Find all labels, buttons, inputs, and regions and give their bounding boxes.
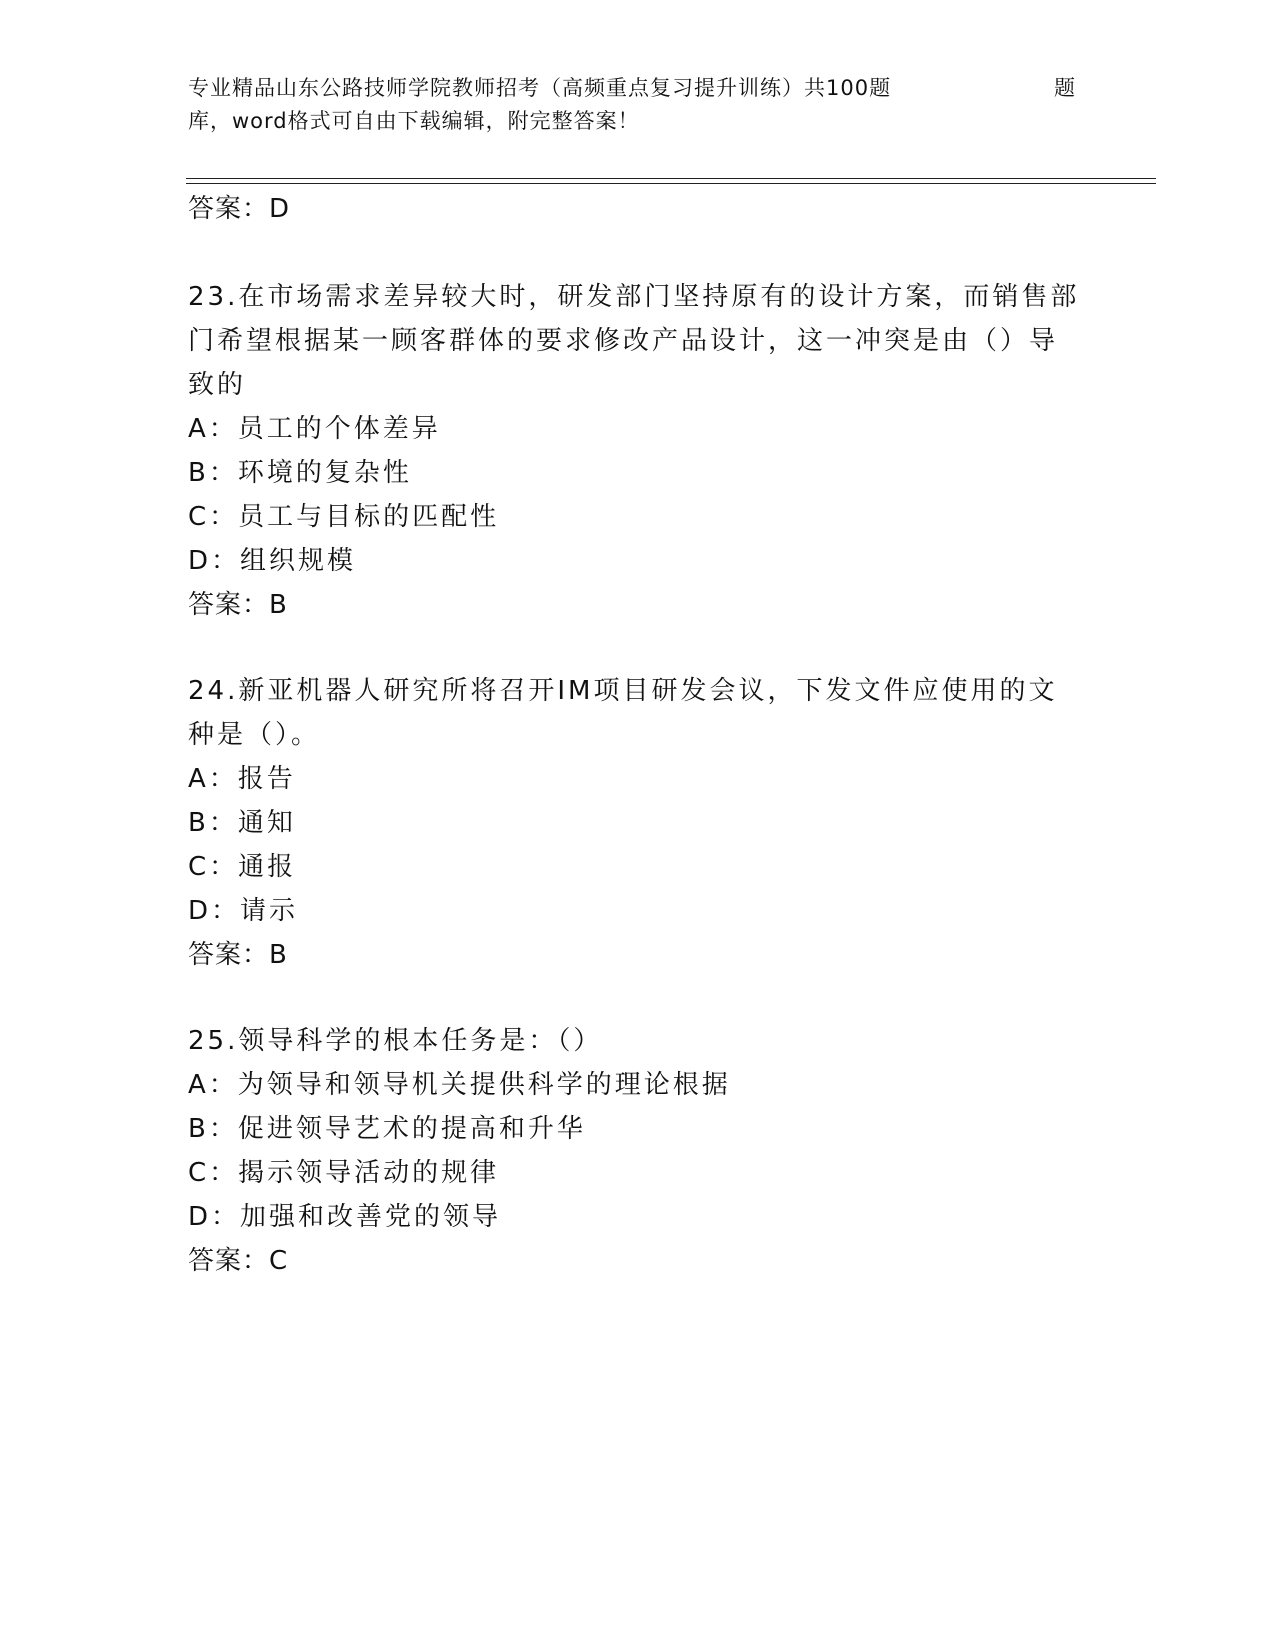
question-25-option-a: A：为领导和领导机关提供科学的理论根据 [188, 1070, 731, 1100]
question-23-option-d: D：组织规模 [188, 546, 357, 576]
question-25-answer: 答案：C [188, 1246, 289, 1276]
header-divider [186, 178, 1156, 179]
question-24-stem-line-2: 种是（）。 [188, 720, 321, 750]
question-24-option-c: C：通报 [188, 852, 297, 882]
question-23-stem-line-1: 23.在市场需求差异较大时，研发部门坚持原有的设计方案，而销售部 [188, 282, 1080, 312]
document-header [188, 72, 1088, 138]
question-23-stem-line-2: 门希望根据某一顾客群体的要求修改产品设计，这一冲突是由（）导 [188, 326, 1059, 356]
question-23-answer: 答案：B [188, 590, 288, 620]
question-23-stem-line-3: 致的 [188, 370, 247, 400]
question-24-option-a: A：报告 [188, 764, 296, 794]
question-24-stem-line-1: 24.新亚机器人研究所将召开IM项目研发会议，下发文件应使用的文 [188, 676, 1058, 706]
question-25-stem-line-1: 25.领导科学的根本任务是：（） [188, 1026, 603, 1056]
header-line-1 [188, 72, 1088, 105]
previous-answer: 答案：D [188, 194, 291, 224]
question-25-option-b: B：促进领导艺术的提高和升华 [188, 1114, 586, 1144]
question-23-option-b: B：环境的复杂性 [188, 458, 412, 488]
header-title: 专业精品山东公路技师学院教师招考（高频重点复习提升训练）共100题 [188, 76, 892, 100]
question-23-option-c: C：员工与目标的匹配性 [188, 502, 500, 532]
question-24-answer: 答案：B [188, 940, 288, 970]
question-24-option-b: B：通知 [188, 808, 296, 838]
header-title-trail: 题 [1054, 76, 1076, 100]
question-25-option-c: C：揭示领导活动的规律 [188, 1158, 500, 1188]
header-line-2: 库，word格式可自由下载编辑，附完整答案！ [188, 109, 640, 133]
question-23-option-a: A：员工的个体差异 [188, 414, 441, 444]
question-25-option-d: D：加强和改善党的领导 [188, 1202, 502, 1232]
question-24-option-d: D：请示 [188, 896, 299, 926]
header-divider-second [186, 183, 1156, 184]
